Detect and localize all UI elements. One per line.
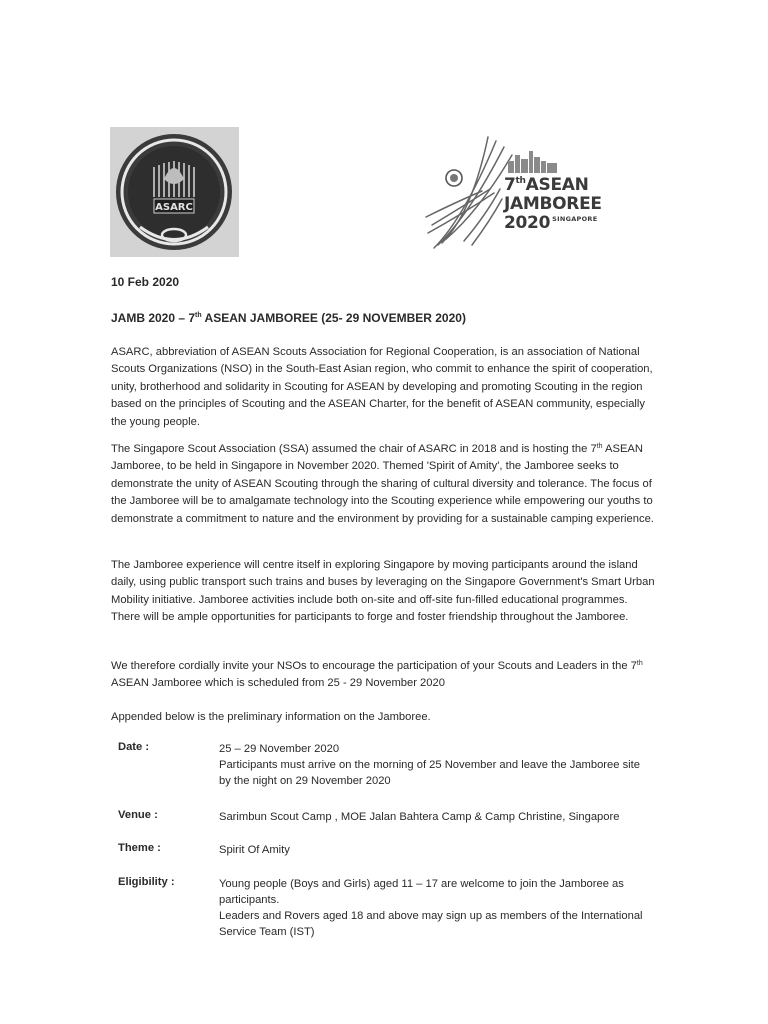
- paragraph-ssa-hosting: The Singapore Scout Association (SSA) assumed the chair of ASARC in 2018 and is hosting the 7th ASEAN Jamboree, to be held in Singapore in November 2020. Themed 'Spirit of Amity', the Jamboree seeks to demonstrate the unity of ASEAN Scouting through the sharing of cultural diversity and tolerance. The focus of the Jamboree will be to amalgamate technology into the Scouting experience while empowering our youths to demonstrate a commitment to nature and the environment by providing for a sustainable camping experience.: [111, 443, 654, 525]
- asarc-logo-text: ASARC: [155, 202, 193, 213]
- info-label-eligibility: Eligibility :: [118, 876, 175, 888]
- info-value-date: [219, 741, 649, 789]
- info-eligibility-participants: Young people (Boys and Girls) aged 11 – 17 are welcome to join the Jamboree as participants.: [219, 878, 624, 906]
- letter-heading: JAMB 2020 – 7th ASEAN JAMBOREE (25- 29 NOVEMBER 2020): [111, 311, 466, 325]
- jamboree-logo-title-line1: 7thASEAN: [504, 175, 589, 195]
- jamboree-logo: [424, 133, 624, 255]
- letter-date: 10 Feb 2020: [111, 275, 180, 289]
- info-value-eligibility: [219, 876, 649, 940]
- info-date-range: 25 – 29 November 2020: [219, 743, 340, 755]
- asarc-emblem-icon: [110, 127, 239, 257]
- info-label-date: Date :: [118, 741, 150, 753]
- paragraph-appended-info: Appended below is the preliminary information on the Jamboree.: [111, 711, 431, 723]
- asarc-logo: [110, 127, 239, 257]
- paragraph-invitation: We therefore cordially invite your NSOs to encourage the participation of your Scouts and Leaders in the 7th ASEAN Jamboree which is scheduled from 25 - 29 November 2020: [111, 660, 643, 690]
- paragraph-jamboree-experience: The Jamboree experience will centre itself in exploring Singapore by moving participants around the island daily, using public transport such trains and buses by leveraging on the Singapore Government's Smart Urban Mobility initiative. Jamboree activities include both on-site and off-site fun-filled educational programmes. There will be ample opportunities for participants to forge and foster friendship throughout the Jamboree.: [111, 559, 655, 624]
- info-label-theme: Theme :: [118, 842, 161, 854]
- paragraph-asarc-intro: ASARC, abbreviation of ASEAN Scouts Association for Regional Cooperation, is an association of National Scouts Organizations (NSO) in the South-East Asian region, who commit to enhance the spirit of cooperation, unity, brotherhood and solidarity in Scouting for ASEAN by developing and promoting Scouting in the region based on the principles of Scouting and the ASEAN Charter, for the benefit of ASEAN community, especially the young people.: [111, 346, 653, 428]
- info-theme-text: Spirit Of Amity: [219, 844, 290, 856]
- info-label-venue: Venue :: [118, 809, 158, 821]
- jamboree-logo-title-line3: 2020 $^{SINGAPORE}$: [504, 213, 598, 233]
- info-venue-text: Sarimbun Scout Camp , MOE Jalan Bahtera Camp & Camp Christine, Singapore: [219, 811, 620, 823]
- info-value-theme: [219, 842, 649, 858]
- info-eligibility-leaders: Leaders and Rovers aged 18 and above may sign up as members of the International Service Team (IST): [219, 910, 643, 938]
- info-value-venue: [219, 809, 649, 825]
- info-date-arrival: Participants must arrive on the morning of 25 November and leave the Jamboree site by the night on 29 November 2020: [219, 759, 640, 787]
- jamboree-logo-title-line2: JAMBOREE: [504, 194, 602, 214]
